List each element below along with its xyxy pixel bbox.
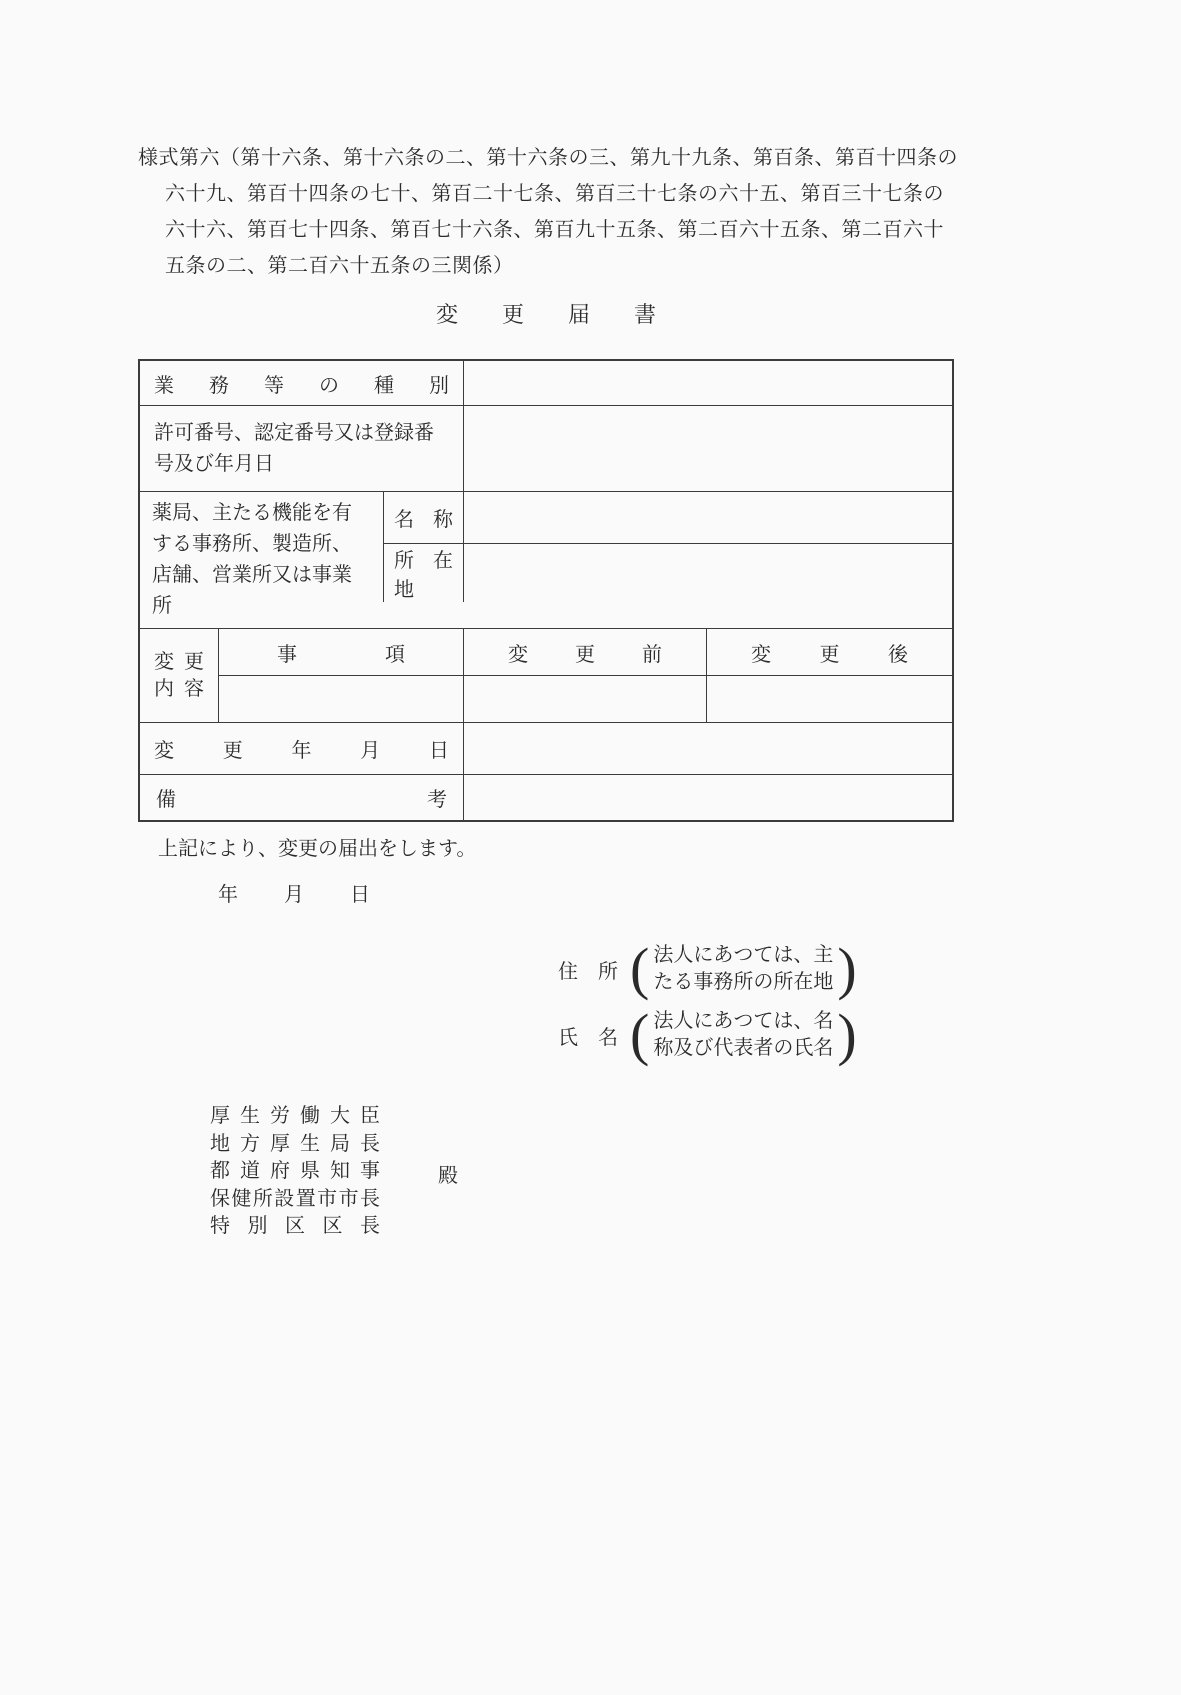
- reference-note-line: 様式第六（第十六条、第十六条の二、第十六条の三、第九十九条、第百条、第百十四条の: [138, 147, 958, 169]
- name-entry: [558, 1002, 954, 1067]
- form-title: 変更届書: [435, 302, 700, 327]
- permit-number-label: 許可番号、認定番号又は登録番号及び年月日: [154, 421, 434, 475]
- item-header-label: 事項: [277, 643, 405, 666]
- change-date-label: 変更年月日: [154, 740, 449, 762]
- form-reference-note: [138, 140, 958, 284]
- permit-number-value-cell[interactable]: [463, 406, 952, 491]
- address-note: [653, 942, 833, 996]
- form-content: [138, 140, 958, 1241]
- change-date-label-cell: [140, 723, 463, 774]
- after-header-label: 変更後: [751, 643, 908, 666]
- addressee-line: 保健所設置市市長: [210, 1187, 380, 1210]
- addressee-line: 厚生労働大臣: [210, 1105, 380, 1127]
- facility-location-subrow: [383, 543, 952, 602]
- name-note-line1: 法人にあつては、名: [653, 1010, 834, 1032]
- after-header-cell: [706, 629, 952, 675]
- remarks-label-left: 備: [156, 789, 176, 811]
- open-paren-glyph: (: [630, 936, 650, 1001]
- change-content-header-subrow: [218, 629, 952, 675]
- reference-note-line: 五条の二、第二百六十五条の三関係）: [165, 255, 514, 277]
- close-paren-glyph: ): [837, 1002, 857, 1067]
- name-note-line2: 称及び代表者の氏名: [653, 1037, 834, 1059]
- change-date-row: [140, 722, 952, 774]
- change-content-label-cell: [140, 629, 218, 722]
- addressee-line: 都道府県知事: [210, 1160, 380, 1182]
- facility-label: 薬局、主たる機能を有する事務所、製造所、店舗、営業所又は事業所: [152, 502, 352, 617]
- addressee-line: 地方厚生局長: [210, 1132, 380, 1155]
- change-content-label-line1: 変更: [154, 650, 214, 673]
- remarks-row: [140, 774, 952, 820]
- facility-location-value-cell[interactable]: [463, 544, 952, 602]
- item-value-cell[interactable]: [218, 676, 463, 722]
- facility-row: [140, 491, 952, 628]
- before-header-cell: [463, 629, 706, 675]
- honorific-dono: 殿: [438, 1165, 458, 1187]
- open-paren-glyph: (: [630, 1002, 650, 1067]
- reference-note-line: 六十六、第百七十四条、第百七十六条、第百九十五条、第二百六十五条、第二百六十: [165, 219, 944, 241]
- remarks-label-right: 考: [427, 789, 447, 811]
- before-header-label: 変更前: [508, 643, 662, 666]
- business-type-row: [140, 361, 952, 405]
- item-header-cell: [218, 629, 463, 675]
- facility-location-label: 所在地: [394, 550, 453, 601]
- remarks-label-cell: [140, 775, 463, 820]
- close-paren-glyph: ): [837, 936, 857, 1001]
- address-note-line2: たる事務所の所在地: [653, 971, 834, 993]
- name-note: [653, 1008, 833, 1062]
- addressee-list: [210, 1103, 458, 1241]
- address-entry: [558, 936, 954, 1001]
- facility-subtable: [383, 492, 952, 628]
- change-content-subtable: [218, 629, 952, 722]
- address-note-line1: 法人にあつては、主: [653, 944, 834, 966]
- facility-name-value-cell[interactable]: [463, 492, 952, 543]
- address-name-block: [558, 936, 954, 1067]
- date-line: 年 月 日: [218, 884, 372, 906]
- declaration-text: 上記により、変更の届出をします。: [158, 838, 477, 860]
- facility-name-label: 名称: [394, 509, 453, 531]
- change-notification-table: [138, 359, 954, 822]
- facility-location-label-cell: [383, 544, 463, 602]
- reference-note-line: 六十九、第百十四条の七十、第百二十七条、第百三十七条の六十五、第百三十七条の: [165, 183, 944, 205]
- business-type-label-cell: [140, 361, 463, 405]
- business-type-value-cell[interactable]: [463, 361, 952, 405]
- change-content-entry-subrow: [218, 675, 952, 722]
- before-value-cell[interactable]: [463, 676, 706, 722]
- facility-name-label-cell: [383, 492, 463, 543]
- addressee-line: 特別区区長: [210, 1215, 380, 1237]
- remarks-value-cell[interactable]: [463, 775, 952, 820]
- change-content-label-line2: 内容: [154, 677, 214, 700]
- after-value-cell[interactable]: [706, 676, 952, 722]
- business-type-label: 業務等の種別: [154, 374, 449, 397]
- name-label: 氏 名: [558, 1026, 618, 1049]
- address-label: 住 所: [558, 960, 618, 983]
- change-content-row: [140, 628, 952, 722]
- facility-name-subrow: [383, 492, 952, 543]
- permit-number-row: [140, 405, 952, 491]
- change-date-value-cell[interactable]: [463, 723, 952, 774]
